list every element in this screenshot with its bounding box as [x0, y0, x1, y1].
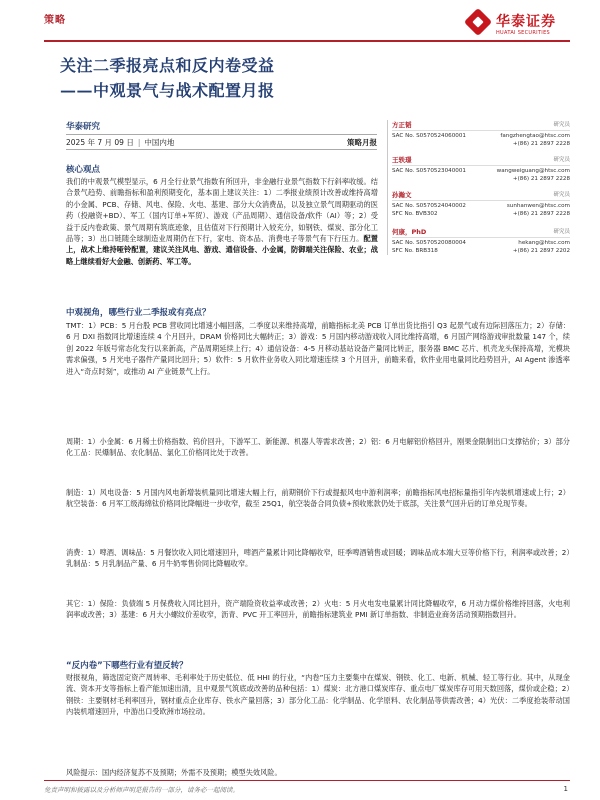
cycle-paragraph: 周期：1）小金属：6 月稀土价格指数、钨价回升，下游军工、新能源、机器人等需求改善；2）铝：6 月电解铝价格回升，刚果金限制出口支撑钴价；3）部分化工品：民爆制品、农化制品、氯化工价格同比处于改善。 [66, 437, 570, 458]
report-region: 中国内地 [144, 137, 175, 147]
column-divider [387, 120, 388, 255]
section-heading: 核心观点 [66, 165, 101, 175]
huatai-logo: 华泰证券 HUATAI SECURITIES [468, 10, 568, 38]
tmt-paragraph: TMT：1）PCB：5 月台股 PCB 营收同比增速小幅回落，二季度以来维持高增，前瞻指标北美 PCB 订单出货比指引 Q3 起景气或有边际回落压力；2）存储：6 月 DXI 指数同比增速连续 4 个月回升，DRAM 价格同比大幅转正；3）游戏：5 月国内移动游戏收入同比维持高增，6 月国产网络游戏审批数量 147 个，续创 2022 年版号常态化发行以来新高，产品周期延续上行；4）通信设备：4-5 月移动基站设备产量同比转正，服务器 BMC 芯片、机壳龙头保持高增，光模块需求偏强，5 月光电子器件产量同比回升；5）软件：5 月软件业务收入同比增速连续 3 个月回升，前瞻来看，软件业用电量同比趋势回升，AI Agent 渗透率进入“奇点时刻”，或推动 AI 产业链景气上行。 [66, 321, 570, 376]
report-category: 策略 [44, 15, 66, 26]
logo-icon [464, 8, 492, 36]
header-divider [44, 40, 570, 42]
report-title: 关注二季报亮点和反内卷受益 [60, 56, 275, 75]
report-meta: 2025 年 7 月 09 日 | 中国内地 策略月报 [66, 134, 377, 150]
analyst-email[interactable]: sunhanwen@htsc.com [506, 203, 570, 209]
report-date: 2025 年 7 月 09 日 [66, 137, 134, 147]
analyst-card: 方正韬 研究员 SAC No. S0570524060001 fangzhengtao@htsc.com +(86) 21 2897 2228 [392, 121, 570, 147]
risk-warning: 风险提示：国内经济复苏不及预期；外需不及预期；模型失效风险。 [66, 768, 282, 777]
research-org: 华泰研究 [66, 122, 101, 132]
report-type: 策略月报 [347, 137, 377, 147]
other-paragraph: 其它：1）保险：负债端 5 月保费收入同比回升，资产端险资收益率或改善；2）火电：5 月火电发电量累计同比降幅收窄，6 月动力煤价格维持回落，火电利润率或改善；3）基建：6 月大小螺纹价差收窄，沥青、PVC 开工率回升，前瞻指标建筑业 PMI 新订单指数、非制造业商务活动预期指数回升。 [66, 599, 570, 620]
report-subtitle: ——中观景气与战术配置月报 [60, 81, 275, 100]
section-heading: “反内卷”下哪些行业有望反转？ [66, 661, 188, 671]
analyst-email[interactable]: hekang@htsc.com [518, 240, 570, 246]
footer-divider [44, 780, 570, 781]
consumer-paragraph: 消费：1）啤酒、调味品：5 月餐饮收入同比增速回升，啤酒产量累计同比降幅收窄，旺季啤酒销售或回暖；调味品成本端大豆等价格下行，利润率或改善；2）乳制品：5 月乳制品产量、6 月牛奶零售价同比降幅收窄。 [66, 548, 570, 569]
analyst-email[interactable]: fangzhengtao@htsc.com [500, 133, 570, 139]
anti-involution-paragraph: 财报视角，筛选固定资产周转率、毛利率处于历史低位、低 HHI 的行业，“内卷”压力主要集中在煤炭、钢铁、化工、电新、机械、轻工等行业。其中，从现金流、资本开支等指标上看产能加速出清，且中观景气筑底或改善的品种包括：1）煤炭：北方港口煤炭库存、重点电厂煤炭库存可用天数回落，煤价或企稳；2）钢铁：主要钢材毛利率回升，钢材重点企业库存、铁水产量回落；3）部分化工品：化学制品、化学原料、农化制品等供需改善；4）光伏：二季度抢装带动国内装机增速回升，中游出口受欧洲市场拉动。 [66, 673, 570, 717]
mfg-paragraph: 制造：1）风电设备：5 月国内风电新增装机量同比增速大幅上行，前期钢价下行或提振风电中游利润率；前瞻指标风电招标量指引年内装机增速或上行；2）航空装备：6 月军工级海绵钛价格同比降幅进一步收窄，截至 25Q1，航空装备合同负债+预收账款仍处于底部，关注景气回升后的订单兑现节奏。 [66, 488, 570, 509]
section-heading: 中观视角，哪些行业二季报或有亮点？ [66, 308, 211, 318]
analyst-card: 王轶璟 研究员 SAC No. S0570523040001 wangweiguang@htsc.com +(86) 21 2897 2228 [392, 156, 570, 182]
core-paragraph: 我们的中观景气模型显示，6 月全行业景气指数有所回升，非金融行业景气指数下行斜率收缓。结合景气趋势、前瞻指标和盈利预期变化，基本面上建议关注：1）二季报业绩预计改善或维持高增的小金属、PCB、存储、风电、保险、火电、基建、部分大众消费品，以及独立景气周期驱动的医药（投融资+BD）、军工（国内订单+军贸）、游戏（产品周期）、通信设备/软件（AI）等；2）受益于反内卷政策、景气周期有筑底迹象，且估值对下行预期计入较充分，如钢铁、煤炭、部分化工品等；3）出口链随全球制造业周期仍在下行，家电、资本品、消费电子等景气有下行压力。配置上，战术上维持哑铃配置，建议关注风电、游戏、通信设备、小金属，防御端关注保险、农业；战略上继续看好大金融、创新药、军工等。 [66, 177, 378, 266]
analyst-email[interactable]: wangweiguang@htsc.com [496, 168, 570, 174]
page-number: 1 [563, 785, 568, 793]
analyst-card: 何康，PhD 研究员 SAC No. S0570520080004 hekang@htsc.com SFC No. BRB318 +(86) 21 2897 2202 [392, 228, 570, 254]
footer-disclaimer: 免责声明和披露以及分析师声明是报告的一部分，请务必一起阅读。 [44, 786, 239, 794]
analyst-card: 孙瀚文 研究员 SAC No. S0570524040002 sunhanwen@htsc.com SFC No. BVB302 +(86) 21 2897 2228 [392, 191, 570, 217]
